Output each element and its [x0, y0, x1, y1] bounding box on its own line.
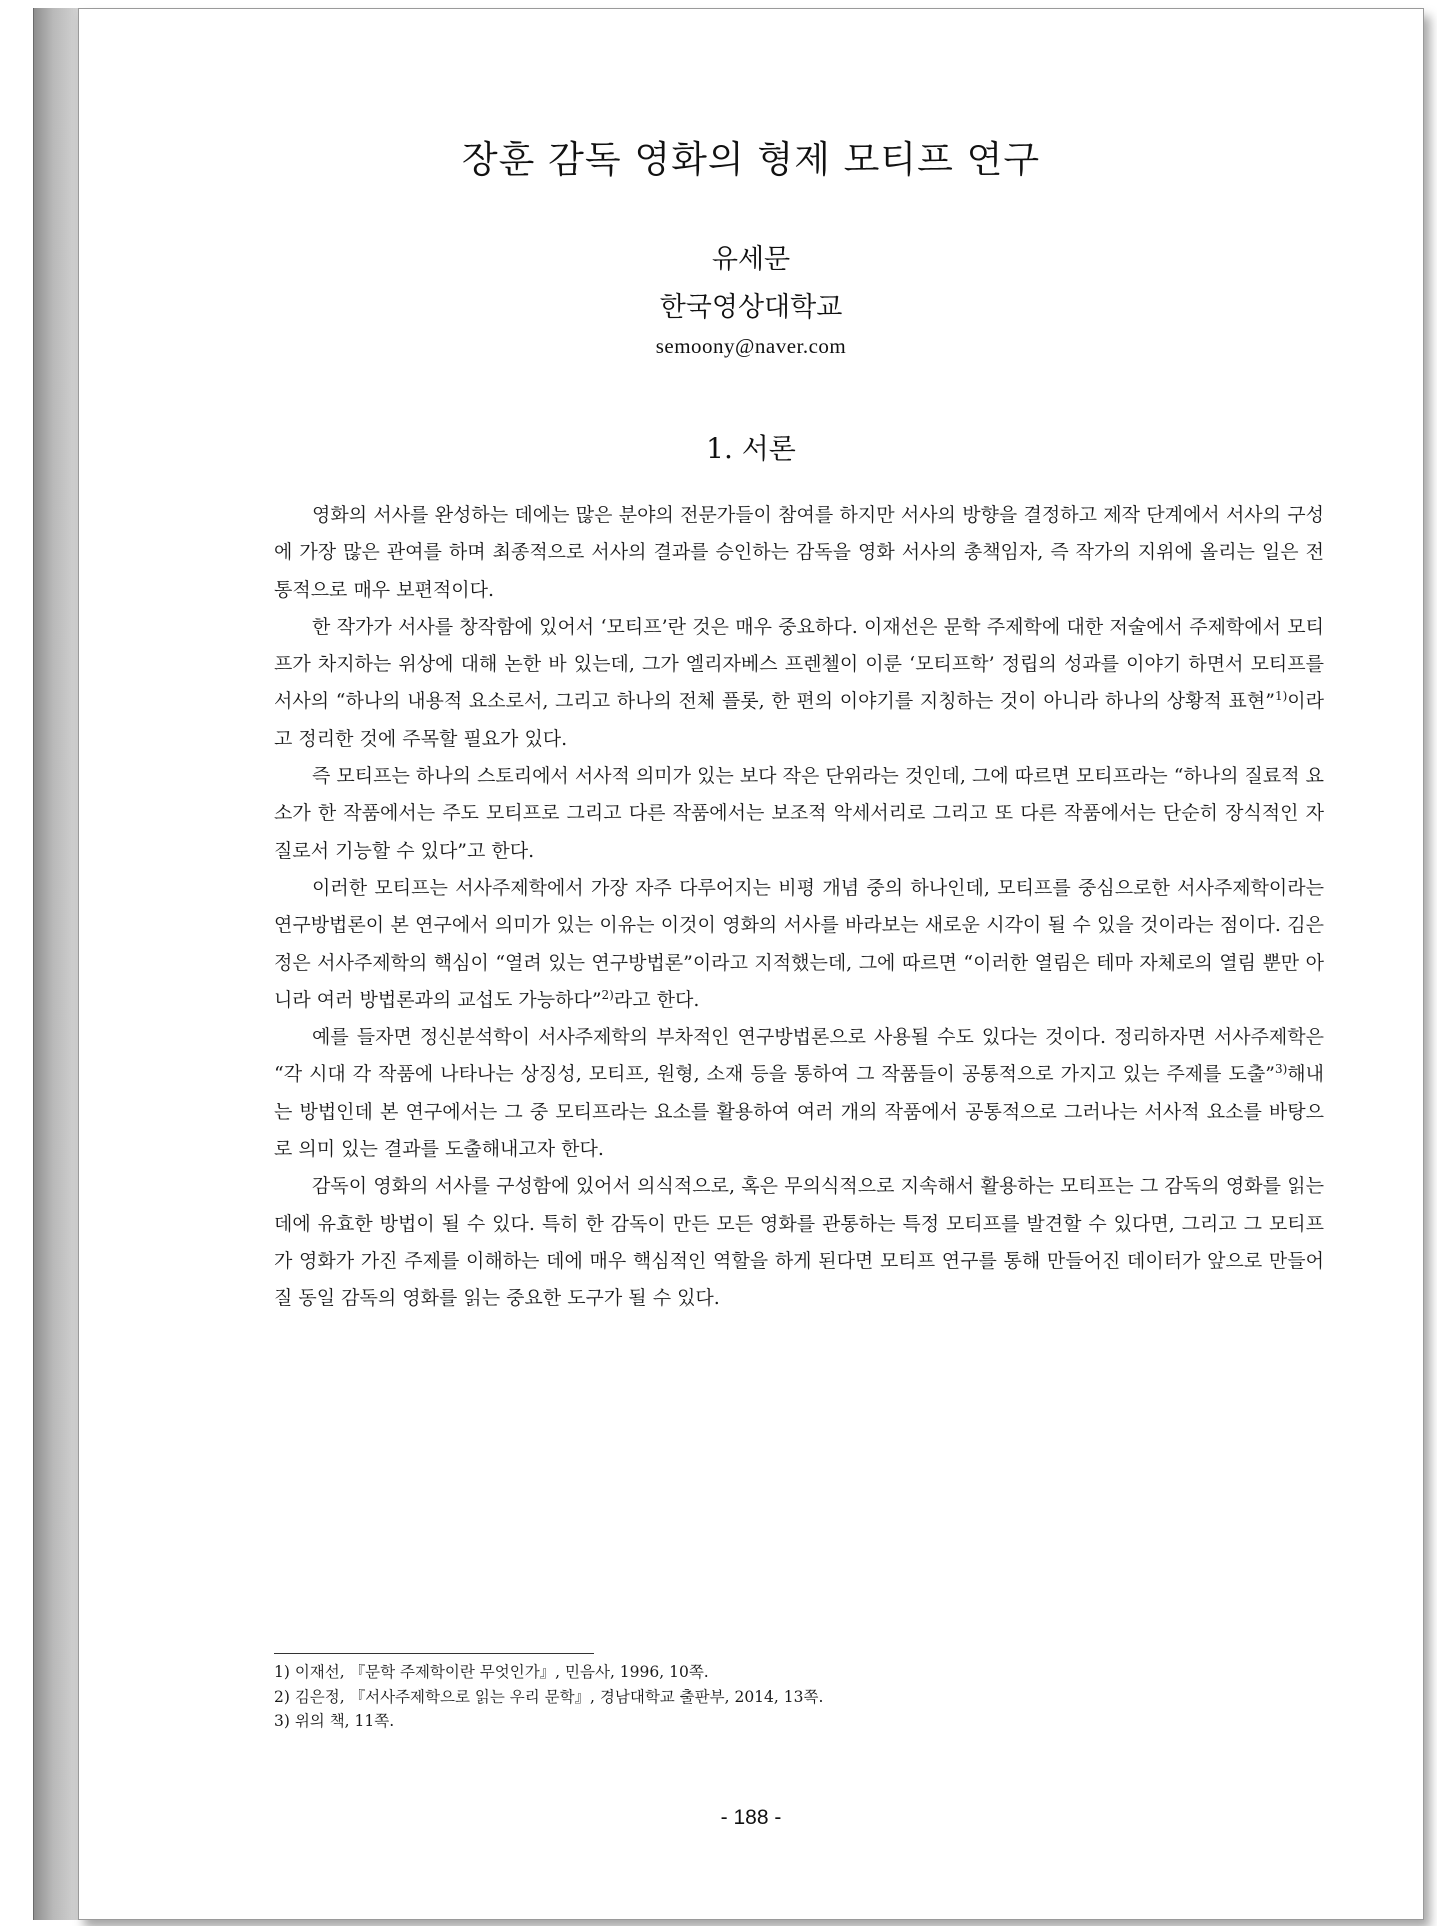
- author-email: semoony@naver.com: [655, 334, 847, 358]
- author-name: 유세문: [711, 244, 791, 275]
- footnote-marker: 1): [1274, 689, 1288, 704]
- page-number: - 188 -: [720, 1806, 782, 1829]
- footnote-marker: 2): [601, 987, 614, 1002]
- paragraph-text: 영화의 서사를 완성하는 데에는 많은 분야의 전문가들이 참여를 하지만 서사의 방향을 결정하고 제작 단계에서 서사의 구성에 가장 많은 관여를 하며 최종적으로 서사의 결과를 승인하는 감독을 영화 서사의 총책임자, 즉 작가의 지위에 올리는 일은 전통적으로 매우 보편적이다.: [274, 504, 1324, 601]
- paragraph-text: 감독이 영화의 서사를 구성함에 있어서 의식적으로, 혹은 무의식적으로 지속해서 활용하는 모티프는 그 감독의 영화를 읽는 데에 유효한 방법이 될 수 있다. 특히 한 감독이 만든 모든 영화를 관통하는 특정 모티프를 발견할 수 있다면, 그리고 그 모티프가 영화가 가진 주제를 이해하는 데에 매우 핵심적인 역할을 하게 된다면 모티프 연구를 통해 만들어진 데이터가 앞으로 만들어질 동일 감독의 영화를 읽는 중요한 도구가 될 수 있다.: [274, 1175, 1324, 1310]
- footnote-marker: 3): [1274, 1062, 1288, 1077]
- author-affiliation: 한국영상대학교: [659, 292, 843, 323]
- paragraph: [274, 609, 1324, 758]
- paragraph: [274, 870, 1324, 1019]
- book-spine-edge: [33, 8, 82, 1920]
- footnote: 2) 김은정, 『서사주제학으로 읽는 우리 문학』, 경남대학교 출판부, 2014, 13쪽.: [274, 1687, 824, 1706]
- paper-title: 장훈 감독 영화의 형제 모티프 연구: [461, 138, 1041, 181]
- body-text: [274, 497, 1324, 1318]
- footnote-divider: [274, 1653, 594, 1654]
- paragraph-text: 한 작가가 서사를 창작함에 있어서 ‘모티프’란 것은 매우 중요하다. 이재선은 문학 주제학에 대한 저술에서 주제학에서 모티프가 차지하는 위상에 대해 논한 바 있는데, 그가 엘리자베스 프렌첼이 이룬 ‘모티프학’ 정립의 성과를 이야기 하면서 모티프를 서사의 “하나의 내용적 요소로서, 그리고 하나의 전체 플롯, 한 편의 이야기를 지칭하는 것이 아니라 하나의 상황적 표현”: [274, 615, 1324, 713]
- paragraph-text: 라고 한다.: [613, 988, 700, 1011]
- paper-page: [78, 8, 1424, 1920]
- paragraph-text: 이러한 모티프는 서사주제학에서 가장 자주 다루어지는 비평 개념 중의 하나인데, 모티프를 중심으로한 서사주제학이라는 연구방법론이 본 연구에서 의미가 있는 이유는 이것이 영화의 서사를 바라보는 새로운 시각이 될 수 있을 것이라는 점이다. 김은정은 서사주제학의 핵심이 “열려 있는 연구방법론”이라고 지적했는데, 그에 따르면 “이러한 열림은 테마 자체로의 열림 뿐만 아니라 여러 방법론과의 교섭도 가능하다”: [274, 876, 1324, 1011]
- paragraph: [274, 758, 1324, 870]
- paragraph: [274, 1168, 1324, 1317]
- section-heading: 1. 서론: [706, 432, 796, 465]
- footnote: 3) 위의 책, 11쪽.: [274, 1712, 395, 1730]
- paragraph-text: 즉 모티프는 하나의 스토리에서 서사적 의미가 있는 보다 작은 단위라는 것인데, 그에 따르면 모티프라는 “하나의 질료적 요소가 한 작품에서는 주도 모티프로 그리고 다른 작품에서는 보조적 악세서리로 그리고 또 다른 작품에서는 단순히 장식적인 자질로서 기능할 수 있다”고 한다.: [274, 765, 1324, 862]
- paragraph-text: 이라고 정리한 것에 주목할 필요가 있다.: [274, 690, 1324, 750]
- paragraph: [274, 1019, 1324, 1168]
- paragraph-text: 예를 들자면 정신분석학이 서사주제학의 부차적인 연구방법론으로 사용될 수도 있다는 것이다. 정리하자면 서사주제학은 “각 시대 각 작품에 나타나는 상징성, 모티프, 원형, 소재 등을 통하여 그 작품들이 공통적으로 가지고 있는 주제를 도출”: [274, 1026, 1324, 1086]
- paragraph: [274, 497, 1324, 609]
- paragraph-text: 해내는 방법인데 본 연구에서는 그 중 모티프라는 요소를 활용하여 여러 개의 작품에서 공통적으로 그러나는 서사적 요소를 바탕으로 의미 있는 결과를 도출해내고자 한다.: [274, 1063, 1324, 1161]
- footnotes: [274, 1660, 1324, 1734]
- footnote: 1) 이재선, 『문학 주제학이란 무엇인가』, 민음사, 1996, 10쪽.: [274, 1663, 709, 1681]
